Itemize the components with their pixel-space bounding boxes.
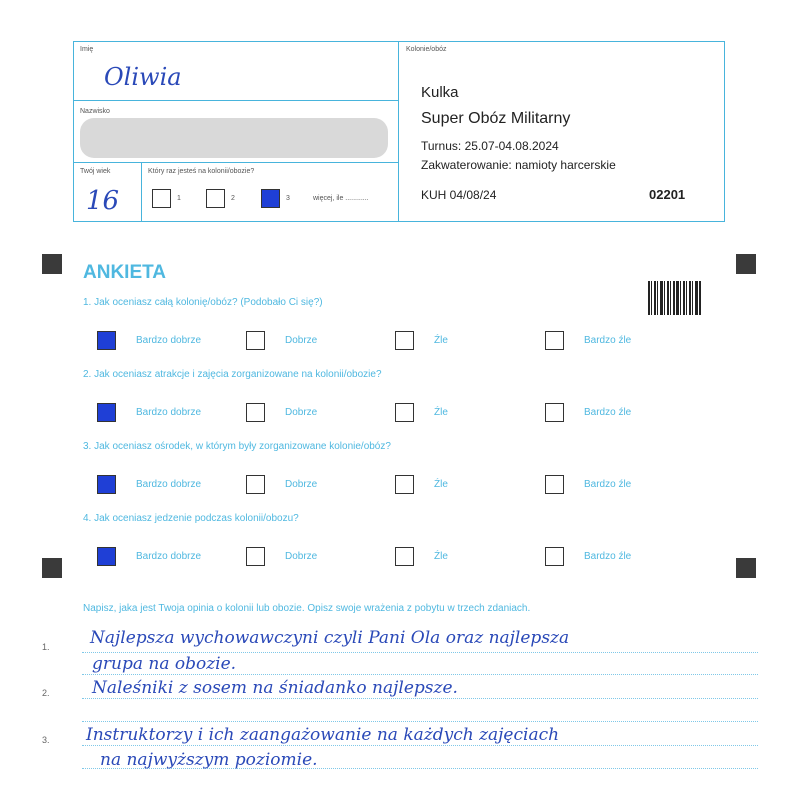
- header-divider-h2: [73, 162, 398, 163]
- times-label: Który raz jesteś na kolonii/obozie?: [148, 168, 255, 175]
- question-4-option-4-label: Bardzo źle: [584, 551, 632, 562]
- times-more-label: więcej, ile ............: [313, 195, 369, 202]
- question-4-option-2-checkbox[interactable]: [246, 547, 265, 566]
- question-3-option-3-label: Źle: [434, 479, 448, 490]
- header-divider-age: [141, 162, 142, 222]
- question-2-text: 2. Jak oceniasz atrakcje i zajęcia zorganizowane na kolonii/obozie?: [83, 369, 382, 380]
- times-option-label: 1: [177, 195, 181, 202]
- times-checkbox-3[interactable]: [261, 189, 280, 208]
- question-1-text: 1. Jak oceniasz całą kolonię/obóz? (Podobało Ci się?): [83, 297, 323, 308]
- answer-number-2: 2.: [42, 688, 50, 698]
- question-3-option-4-label: Bardzo źle: [584, 479, 632, 490]
- barcode-icon: [648, 281, 702, 315]
- question-2-option-2-label: Dobrze: [285, 407, 318, 418]
- surname-redacted-field[interactable]: [80, 118, 388, 158]
- question-4-option-4-checkbox[interactable]: [545, 547, 564, 566]
- registration-marker-top-right: [736, 254, 756, 274]
- survey-title: ANKIETA: [83, 262, 167, 283]
- question-1-option-2-label: Dobrze: [285, 335, 318, 346]
- question-2-option-1-checkbox[interactable]: [97, 403, 116, 422]
- question-3-option-2-label: Dobrze: [285, 479, 318, 490]
- question-1-option-4-checkbox[interactable]: [545, 331, 564, 350]
- question-3-text: 3. Jak oceniasz ośrodek, w którym były zorganizowane kolonie/obóz?: [83, 441, 391, 452]
- accommodation-label: Zakwaterowanie:: [421, 158, 512, 172]
- answer-1-line-1[interactable]: Najlepsza wychowawczyni czyli Pani Ola oraz najlepsza: [90, 628, 570, 648]
- answer-3-line-1[interactable]: Instruktorzy i ich zaangażowanie na każdych zajęciach: [86, 725, 560, 745]
- name-value[interactable]: Oliwia: [104, 63, 182, 91]
- registration-marker-bottom-right: [736, 558, 756, 578]
- turn-value: 25.07-04.08.2024: [464, 139, 559, 153]
- organizer-name: Kulka: [421, 84, 459, 101]
- form-number: 02201: [649, 187, 686, 202]
- turn-label: Turnus:: [421, 139, 462, 153]
- camp-code: KUH 04/08/24: [421, 188, 497, 202]
- question-1-option-1-checkbox[interactable]: [97, 331, 116, 350]
- answer-1-line-2[interactable]: grupa na obozie.: [92, 654, 237, 674]
- answer-line: [82, 745, 758, 746]
- question-4-text: 4. Jak oceniasz jedzenie podczas kolonii/obozu?: [83, 513, 299, 524]
- question-1-option-3-checkbox[interactable]: [395, 331, 414, 350]
- header-divider-vertical: [398, 41, 399, 222]
- question-3-option-1-label: Bardzo dobrze: [136, 479, 202, 490]
- question-1-option-1-label: Bardzo dobrze: [136, 335, 202, 346]
- answer-line: [82, 674, 758, 675]
- answer-3-line-2[interactable]: na najwyższym poziomie.: [100, 750, 318, 770]
- answer-2[interactable]: Naleśniki z sosem na śniadanko najlepsze.: [92, 678, 458, 698]
- answer-line: [82, 698, 758, 699]
- header-divider-h1: [73, 100, 398, 101]
- question-2-option-2-checkbox[interactable]: [246, 403, 265, 422]
- question-3-option-1-checkbox[interactable]: [97, 475, 116, 494]
- times-checkbox-1[interactable]: [152, 189, 171, 208]
- question-4-option-1-checkbox[interactable]: [97, 547, 116, 566]
- question-2-option-4-label: Bardzo źle: [584, 407, 632, 418]
- camp-label: Kolonie/obóz: [406, 46, 447, 53]
- registration-marker-top-left: [42, 254, 62, 274]
- times-checkbox-2[interactable]: [206, 189, 225, 208]
- question-3-option-2-checkbox[interactable]: [246, 475, 265, 494]
- camp-name: Super Obóz Militarny: [421, 110, 571, 127]
- times-option-label: 2: [231, 195, 235, 202]
- answer-line: [82, 721, 758, 722]
- age-label: Twój wiek: [80, 168, 111, 175]
- question-1-option-2-checkbox[interactable]: [246, 331, 265, 350]
- name-label: Imię: [80, 46, 94, 53]
- answer-number-3: 3.: [42, 735, 50, 745]
- age-value[interactable]: 16: [86, 186, 120, 216]
- question-1-option-4-label: Bardzo źle: [584, 335, 632, 346]
- question-2-option-3-checkbox[interactable]: [395, 403, 414, 422]
- question-1-option-3-label: Źle: [434, 335, 448, 346]
- turn-line: [421, 139, 559, 153]
- question-4-option-2-label: Dobrze: [285, 551, 318, 562]
- accommodation-value: namioty harcerskie: [515, 158, 616, 172]
- accommodation-line: [421, 158, 616, 172]
- question-2-option-4-checkbox[interactable]: [545, 403, 564, 422]
- registration-marker-bottom-left: [42, 558, 62, 578]
- question-2-option-3-label: Źle: [434, 407, 448, 418]
- question-4-option-1-label: Bardzo dobrze: [136, 551, 202, 562]
- question-3-option-3-checkbox[interactable]: [395, 475, 414, 494]
- surname-label: Nazwisko: [80, 108, 110, 115]
- question-3-option-4-checkbox[interactable]: [545, 475, 564, 494]
- opinion-prompt: Napisz, jaka jest Twoja opinia o kolonii lub obozie. Opisz swoje wrażenia z pobytu w trzech zdaniach.: [83, 603, 531, 614]
- answer-line: [82, 652, 758, 653]
- answer-number-1: 1.: [42, 642, 50, 652]
- question-4-option-3-label: Źle: [434, 551, 448, 562]
- times-option-label: 3: [286, 195, 290, 202]
- question-4-option-3-checkbox[interactable]: [395, 547, 414, 566]
- question-2-option-1-label: Bardzo dobrze: [136, 407, 202, 418]
